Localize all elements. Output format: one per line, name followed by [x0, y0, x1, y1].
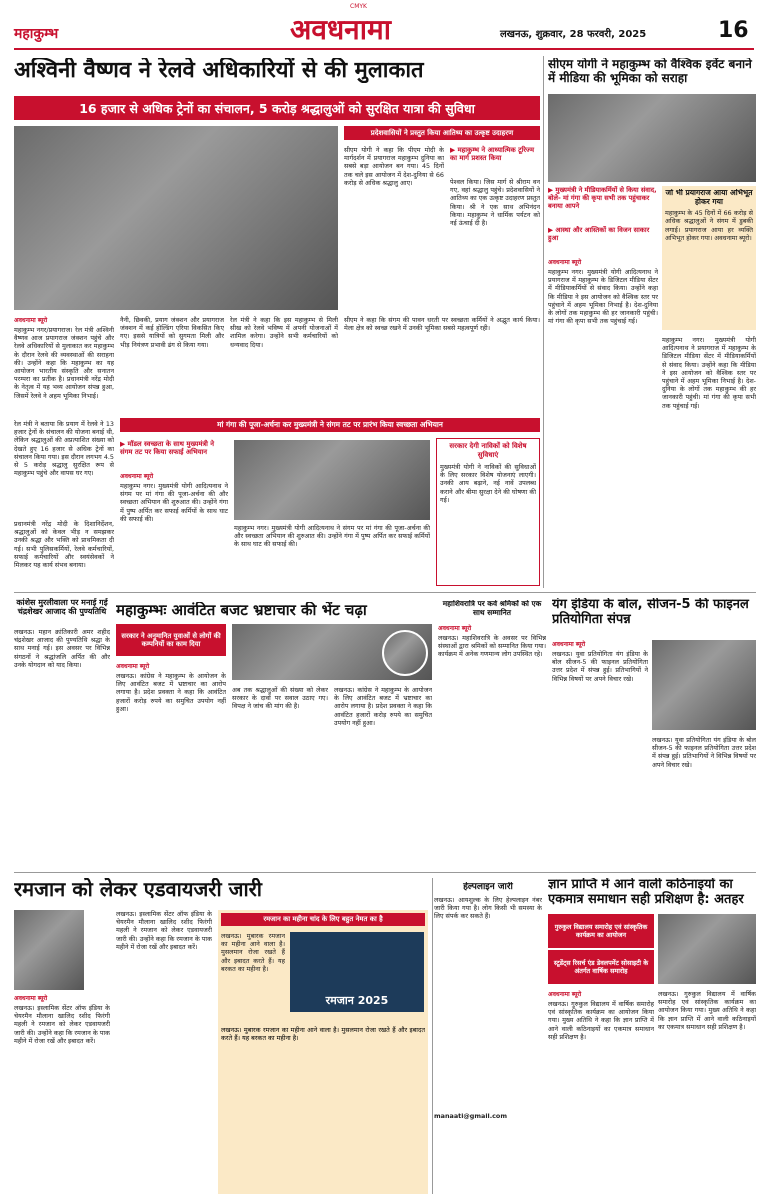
cm-box-body: महाकुम्भ के 45 दिनों में 66 करोड़ से अधिक श्रद्धालुओं ने संगम में डुबकी लगाई। प्रयागराज आया हर व्यक्ति अभिभूत होकर गया। अवधनामा ब्यूरो।: [665, 209, 753, 242]
lead-subhead: 16 हजार से अधिक ट्रेनों का संचालन, 5 करोड़ श्रद्धालुओं को सुरक्षित यात्रा की सुविधा: [14, 96, 540, 120]
page-number: 16: [718, 18, 749, 43]
cm-bullet1: ▶ मुख्यमंत्री ने मीडियाकर्मियों से किया संवाद, बोले- मां गंगा की कृपा सभी तक पहुंचाकर बनाया आपने: [548, 186, 658, 210]
divider-v2: [432, 878, 433, 1194]
ganga-body: महाकुम्भ नगर। मुख्यमंत्री योगी आदित्यनाथ ने संगम पर मां गंगा की पूजा-अर्चना की और स्वच्छता अभियान की शुरुआत की। उन्होंने गंगा में पुष्प अर्पित कर सफाई कर्मियों के साथ घाट की सफाई की।: [120, 482, 228, 523]
cm-body: महाकुम्भ नगर। मुख्यमंत्री योगी आदित्यनाथ ने प्रयागराज में महाकुम्भ के डिजिटल मीडिया सेंटर में मीडियाकर्मियों से संवाद किया। उन्होंने कहा कि मीडिया ने इस आयोजन को वैश्विक स्तर पर पहुंचाने में अहम भूमिका निभाई है। देश-दुनिया के लोगों तक महाकुम्भ की हर जानकारी पहुंची। मां गंगा की कृपा सभी तक पहुंचाई गई।: [548, 268, 658, 326]
ramzan-headline: रमजान को लेकर एडवायजरी जारी: [14, 878, 262, 901]
lead-headline: अश्विनी वैष्णव ने रेलवे अधिकारियों से की मुलाकात: [14, 58, 424, 83]
mahila-body: लखनऊ। महाशिवरात्रि के अवसर पर विभिन्न संस्थाओं द्वारा श्रमिकों को सम्मानित किया गया। कार्यक्रम में अनेक गणमान्य लोग उपस्थित रहे।: [438, 634, 546, 659]
gyan-byline: अवधनामा ब्यूरो: [548, 991, 582, 998]
masthead-rule: [14, 48, 754, 50]
lead-body-col1b: रेल मंत्री ने बताया कि प्रयाग में रेलवे ने 13 हजार ट्रेनों के संचालन की योजना बनाई थी, लेकिन श्रद्धालुओं की अप्रत्याशित संख्या को देखते हुए 16 हजार से अधिक ट्रेनों का संचालन किया गया। इस दौरान लगभग 4.5 से 5 करोड़ श्रद्धालु सुरक्षित रूप से महाकुम्भ पहुंचे और वापस घर गए।: [14, 420, 114, 478]
budget-body: लखनऊ। कांग्रेस ने महाकुम्भ के आयोजन के लिए आवंटित बजट में भ्रष्टाचार का आरोप लगाया है। प्रदेश प्रवक्ता ने कहा कि आवंटित हजारों करोड़ रुपये का समुचित उपयोग नहीं हुआ।: [116, 672, 226, 713]
ramzan-box-body: लखनऊ। मुबारक रमजान का महीना आने वाला है। मुसलमान रोजा रखते हैं और इबादत करते हैं। यह बरकत का महीना है।: [221, 932, 285, 973]
cm-body-2: महाकुम्भ नगर। मुख्यमंत्री योगी आदित्यनाथ ने प्रयागराज में महाकुम्भ के डिजिटल मीडिया सेंटर में मीडियाकर्मियों से संवाद किया। उन्होंने कहा कि मीडिया ने इस आयोजन को वैश्विक स्तर पर पहुंचाने में अहम भूमिका निभाई है। देश-दुनिया के लोगों तक महाकुम्भ की हर जानकारी पहुंची। मां गंगा की कृपा सभी तक पहुंचाई गई।: [662, 336, 756, 410]
ramzan-body-2: [90, 910, 110, 990]
nav-box: [436, 438, 540, 586]
cm-byline: अवधनामा ब्यूरो: [548, 259, 582, 266]
ramzan-box-image-label: रमजान 2025: [325, 994, 389, 1007]
mahila-byline: अवधनामा ब्यूरो: [438, 625, 472, 632]
ramzan-portrait: [14, 910, 84, 990]
budget-byline: अवधनामा ब्यूरो: [116, 663, 150, 670]
cm-bullet2: ▶ आस्था और आस्तिकों का विजन साकार हुआ: [548, 226, 658, 242]
ramzan-body: लखनऊ। इस्लामिक सेंटर ऑफ इंडिया के चेयरमैन मौलाना खालिद रशीद फिरंगी महली ने रमजान को लेकर एडवायजरी जारी की। उन्होंने कहा कि रमजान के पाक महीने में रोजा रखें और इबादत करें।: [14, 1004, 110, 1045]
budget-portrait: [382, 630, 428, 676]
ganga-photo: [234, 440, 430, 520]
young-body-2: लखनऊ। युवा प्रतियोगिता यंग इंडिया के बोल सीजन-5 की फाइनल प्रतियोगिता उत्तर प्रदेश में संपन्न हुई। प्रतिभागियों ने विभिन्न विषयों पर अपने विचार रखे।: [652, 736, 756, 769]
mahila-headline: महाशिवरात्रि पर कर्व श्रमिकों को एक साथ सम्मानित: [442, 600, 542, 617]
gyan-body: लखनऊ। गुरुकुल विद्यालय में वार्षिक समारोह एवं सांस्कृतिक कार्यक्रम का आयोजन किया गया। मुख्य अतिथि ने कहा कि ज्ञान प्राप्ति में आने वाली कठिनाइयों का एकमात्र समाधान सही प्रशिक्षण है।: [548, 1000, 654, 1041]
young-body: लखनऊ। युवा प्रतियोगिता यंग इंडिया के बोल सीजन-5 की फाइनल प्रतियोगिता उत्तर प्रदेश में संपन्न हुई। प्रतिभागियों ने विभिन्न विषयों पर अपने विचार रखे।: [552, 650, 648, 683]
ramzan-box-title: रमजान का महीना चांद के लिए बहुत नेमत का है: [221, 913, 425, 926]
nav-box-title: सरकार देगी नाविकों को विशेष सुविधाएं: [449, 442, 527, 459]
masthead-date: लखनऊ, शुक्रवार, 28 फरवरी, 2025: [500, 29, 647, 40]
ganga-byline: अवधनामा ब्यूरो: [120, 473, 154, 480]
kanshi-headline: कांशेस मुरलीवाला पर मनाई गई चंद्रशेखर आजाद की पुण्यतिथि: [16, 598, 108, 617]
ganga-photo-caption-text: महाकुम्भ नगर। मुख्यमंत्री योगी आदित्यनाथ ने संगम पर मां गंगा की पूजा-अर्चना की और स्वच्छता अभियान की शुरुआत की। उन्होंने गंगा में पुष्प अर्पित कर सफाई कर्मियों के साथ घाट की सफाई की।: [234, 524, 430, 549]
lead-body-col1c: प्रधानमंत्री नरेंद्र मोदी के दिशानिर्देशन, श्रद्धालुओं को केवल भीड़ न समझकर उनकी श्रद्धा और भक्ति को प्राथमिकता दी गई। सभी पुलिसकर्मियों, रेलवे कर्मचारियों, सफाई कर्मचारियों और स्वयंसेवकों ने मिलकर यह कार्य संभव बनाया।: [14, 520, 114, 570]
kanshi-body: लखनऊ। महान क्रांतिकारी अमर शहीद चंद्रशेखर आजाद की पुण्यतिथि श्रद्धा के साथ मनाई गई। इस अवसर पर विभिन्न संगठनों ने श्रद्धांजलि अर्पित की और उनके योगदान को याद किया।: [14, 628, 110, 669]
lead-kicker-box: [450, 146, 540, 174]
young-byline: अवधनामा ब्यूरो: [552, 641, 586, 648]
lead-photo-caption: अवधनामा ब्यूरो: [14, 317, 48, 324]
ganga-kicker: ▶ मॉडल स्वच्छता के साथ मुख्यमंत्री ने संगम तट पर किया सफाई अभियान: [120, 440, 228, 456]
divider-h1: [14, 592, 756, 593]
gyan-headline: ज्ञान प्राप्ति में आने वाली कठिनाइयों का एकमात्र समाधान सही प्रशिक्षण है: अतहर: [548, 878, 744, 907]
young-headline: यंग इंडिया के बोल, सीजन-5 की फाइनल प्रतियोगिता संपन्न: [552, 598, 749, 627]
lead-photo: [14, 126, 338, 310]
lead-kicker-body: पेश्वल किया। जिस मार्ग से श्रीराम वन गए, वहां श्रद्धालु पहुंचे। प्रदेशवासियों ने आतिथ्य का एक उत्कृष्ट उदाहरण प्रस्तुत किया। श्री ने एक साथ अभिनंदन किया। महाकुम्भ ने धार्मिक पर्यटन को नई ऊंचाई दी है।: [450, 178, 540, 228]
lead-body-col2b: रेल मंत्री ने कहा कि इस महाकुम्भ से मिली सीख को रेलवे भविष्य में अपनी योजनाओं में शामिल करेगा। उन्होंने सभी कर्मचारियों को धन्यवाद दिया।: [230, 316, 338, 349]
young-photo: [652, 640, 756, 730]
ramzan-byline: अवधनामा ब्यूरो: [14, 995, 48, 1002]
cmyk-mark: CMYK: [350, 3, 367, 10]
helpline-body: लखनऊ। आयशुल्क के लिए हेल्पलाइन नंबर जारी किया गया है। लोग किसी भी समस्या के लिए संपर्क कर सकते हैं।: [434, 896, 542, 921]
lead-banner: प्रदेशवासियों ने प्रस्तुत किया आतिथ्य का उत्कृष्ट उदाहरण: [344, 126, 540, 140]
cm-photo: [548, 94, 756, 182]
lead-body-col3: सीएम योगी ने कहा कि पीएम मोदी के मार्गदर्शन में प्रयागराज महाकुम्भ दुनिया का सबसे बड़ा आयोजन बन गया। 45 दिनों तक चले इस आयोजन में देश-दुनिया से 66 करोड़ से अधिक श्रद्धालु आए।: [344, 146, 444, 187]
ganga-banner: मां गंगा की पूजा-अर्चना कर मुख्यमंत्री ने संगम तट पर प्रारंभ किया स्वच्छता अभियान: [120, 418, 540, 432]
lead-body-col1: महाकुम्भ नगर/प्रयागराज। रेल मंत्री अश्विनी वैष्णव आज प्रयागराज जंक्शन पहुंचे और रेलवे अधिकारियों से मुलाकात कर महाकुम्भ के दौरान रेलवे की व्यवस्थाओं की सराहना की। उन्होंने कहा कि महाकुम्भ का यह आयोजन भारतीय संस्कृति और सनातन परम्परा का प्रतीक है। प्रधानमंत्री नरेंद्र मोदी के नेतृत्व में यह भव्य आयोजन संपन्न हुआ, जिसमें रेलवे ने अहम भूमिका निभाई।: [14, 326, 114, 400]
cm-box-title: जो भी प्रयागराज आया अभिभूत होकर गया: [665, 189, 753, 206]
divider-v1: [543, 56, 544, 588]
ramzan-box: [218, 910, 428, 1194]
divider-h2: [14, 872, 756, 873]
ramzan-box-body-2: लखनऊ। मुबारक रमजान का महीना आने वाला है। मुसलमान रोजा रखते हैं और इबादत करते हैं। यह बरकत का महीना है।: [221, 1026, 425, 1043]
lead-body-col2: नैनी, छिवकी, प्रयाग जंक्शन और प्रयागराज जंक्शन में कई होल्डिंग एरिया विकसित किए गए। इससे यात्रियों को सुगमता मिली और भीड़ नियंत्रण प्रभावी ढंग से किया गया।: [120, 316, 224, 349]
budget-kicker: सरकार ने अनुमानित युवाओं से लोगों की कम्पनियों का काम दिया: [116, 624, 226, 656]
cm-box: [662, 186, 756, 330]
cm-headline: सीएम योगी ने महाकुम्भ को वैश्विक इवेंट बनाने में मीडिया की भूमिका को सराहा: [548, 58, 752, 85]
budget-body-2: अब तक श्रद्धालुओं की संख्या को लेकर सरकार के दावों पर सवाल उठाए गए। विपक्ष ने जांच की मांग की है।: [232, 686, 328, 711]
budget-body-3: लखनऊ। कांग्रेस ने महाकुम्भ के आयोजन के लिए आवंटित बजट में भ्रष्टाचार का आरोप लगाया है। प्रदेश प्रवक्ता ने कहा कि आवंटित हजारों करोड़ रुपये का समुचित उपयोग नहीं हुआ।: [334, 686, 432, 727]
section-label: महाकुम्भ: [14, 26, 59, 42]
lead-body-col3b: सीएम ने कहा कि संगम की पावन धरती पर स्वच्छता कर्मियों ने अद्भुत कार्य किया। मेला क्षेत्र को स्वच्छ रखने में उनकी भूमिका सबसे महत्वपूर्ण रही।: [344, 316, 540, 333]
ramzan-box-image: [290, 932, 424, 1012]
gyan-photo: [658, 914, 756, 984]
gyan-bullet1: गुरुकुल विद्यालय समारोह एवं सांस्कृतिक कार्यक्रम का आयोजन: [548, 914, 654, 948]
helpline-headline: हेल्पलाइन जारी: [463, 882, 513, 892]
gyan-body-2: लखनऊ। गुरुकुल विद्यालय में वार्षिक समारोह एवं सांस्कृतिक कार्यक्रम का आयोजन किया गया। मुख्य अतिथि ने कहा कि ज्ञान प्राप्ति में आने वाली कठिनाइयों का एकमात्र समाधान सही प्रशिक्षण है।: [658, 990, 756, 1031]
kicker-text: ▶ महाकुम्भ ने आध्यात्मिक टूरिज्म का मार्ग प्रशस्त किया: [450, 146, 540, 162]
gyan-bullet2: स्टूडेंट्स रिसर्च एंड डेवलपमेंट सोसाइटी के अंतर्गत वार्षिक समारोह: [548, 950, 654, 984]
masthead-logo: अवधनामा: [290, 13, 391, 46]
nav-box-body: मुख्यमंत्री योगी ने नाविकों की सुविधाओं के लिए सरकार विशेष योजनाएं लाएगी। उनकी आय बढ़ाने, नई नावें उपलब्ध कराने और बीमा सुरक्षा देने की घोषणा की गई।: [440, 463, 536, 504]
ramzan-body-3: लखनऊ। इस्लामिक सेंटर ऑफ इंडिया के चेयरमैन मौलाना खालिद रशीद फिरंगी महली ने रमजान को लेकर एडवायजरी जारी की। उन्होंने कहा कि रमजान के पाक महीने में रोजा रखें और इबादत करें।: [116, 910, 212, 951]
helpline-email: manaati@gmail.com: [434, 1112, 507, 1120]
budget-headline: महाकुम्भः आवंटित बजट भ्रष्टाचार की भेंट चढ़ा: [116, 602, 367, 619]
